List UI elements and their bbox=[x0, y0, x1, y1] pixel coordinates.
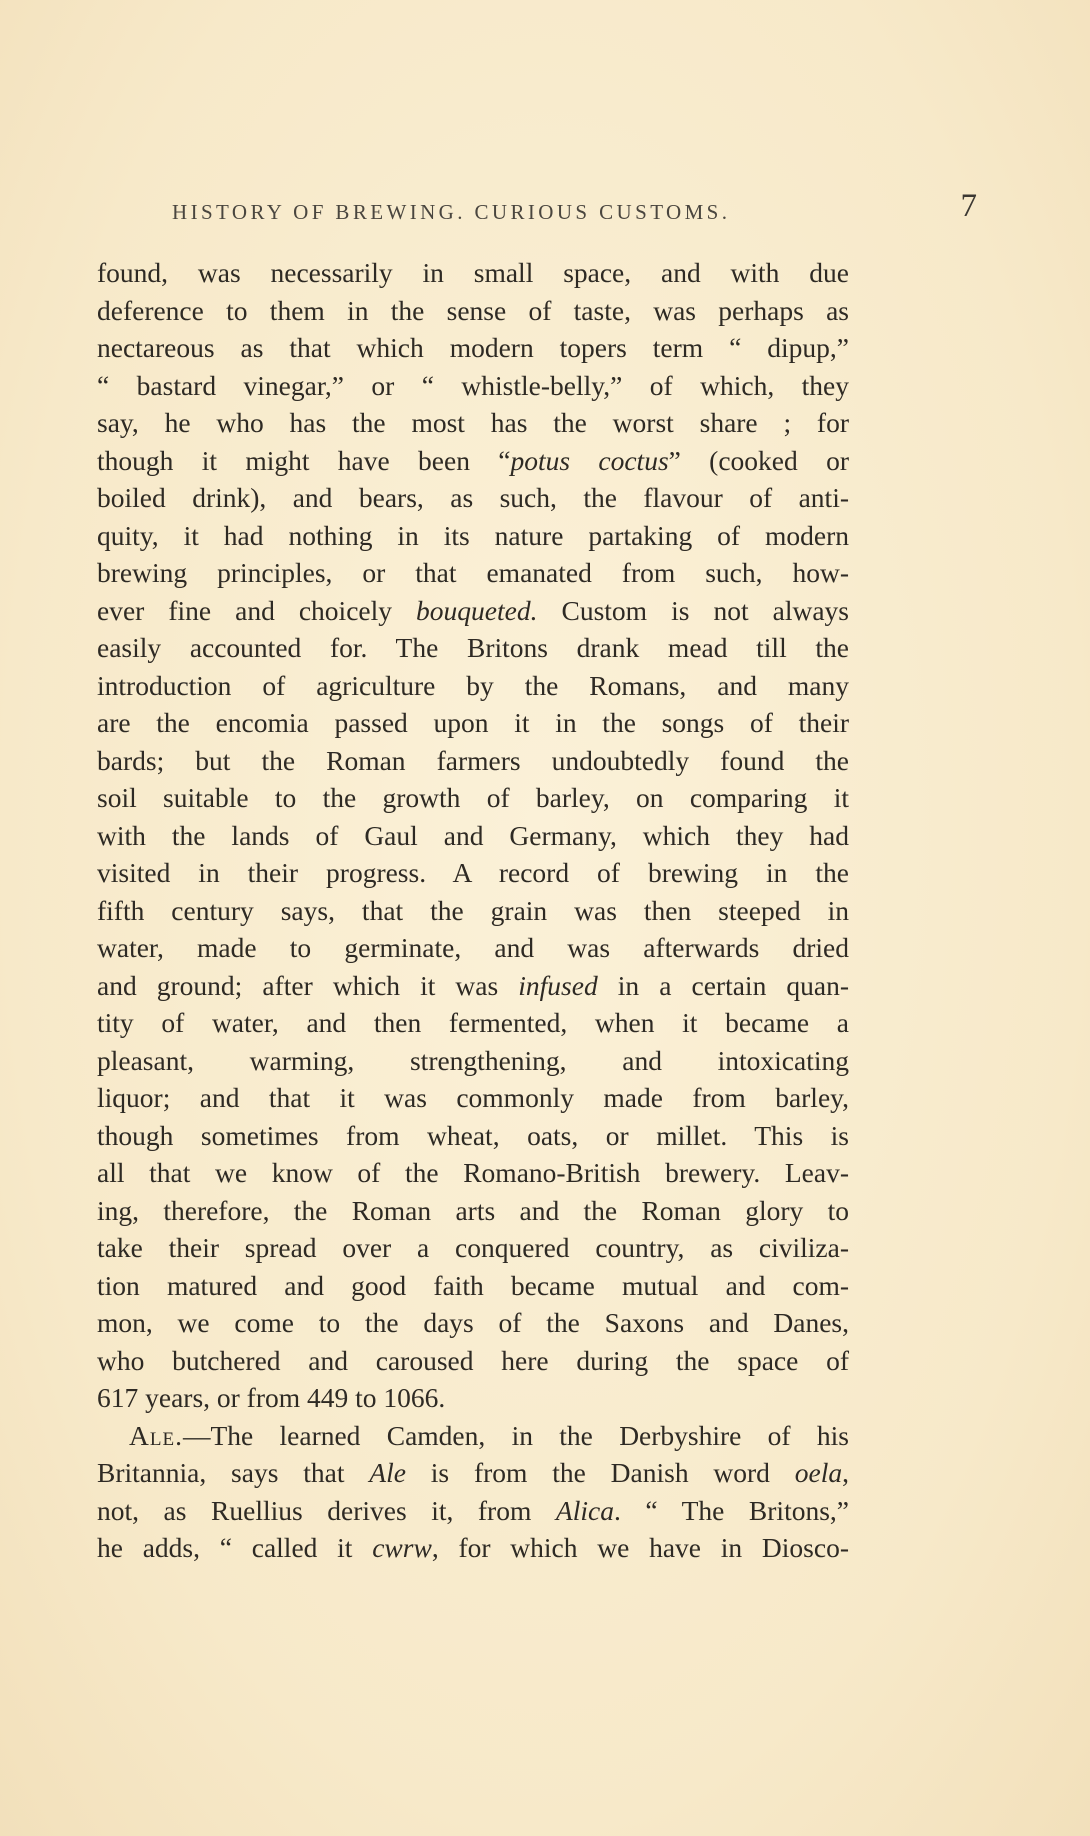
text-line: Ale.—The learned Camden, in the Derbyshire of his bbox=[129, 1419, 849, 1451]
text-line: pleasant, warming, strengthening, and intoxicating bbox=[97, 1044, 849, 1076]
text-line: he adds, “ called it cwrw, for which we have in Diosco- bbox=[97, 1532, 849, 1563]
text-line: and ground; after which it was infused in a certain quan- bbox=[97, 969, 849, 1001]
running-title: HISTORY OF BREWING. CURIOUS CUSTOMS. bbox=[172, 200, 731, 224]
text-line: not, as Ruellius derives it, from Alica. “ The Britons,” bbox=[97, 1494, 849, 1526]
text-line: found, was necessarily in small space, and with due bbox=[97, 257, 849, 288]
text-line: bards; but the Roman farmers undoubtedly found the bbox=[97, 744, 849, 776]
text-line: nectareous as that which modern topers term “ dipup,” bbox=[97, 332, 849, 363]
text-line: water, made to germinate, and was afterwards dried bbox=[97, 932, 849, 963]
running-head bbox=[150, 188, 977, 236]
text-line: who butchered and caroused here during the space of bbox=[97, 1344, 849, 1376]
text-line: take their spread over a conquered country, as civiliza- bbox=[97, 1232, 849, 1263]
section-heading: Ale. bbox=[129, 1419, 183, 1451]
text-line: mon, we come to the days of the Saxons and Danes, bbox=[97, 1307, 849, 1338]
italic-word: infused bbox=[518, 969, 598, 1001]
text-line: fifth century says, that the grain was then steeped in bbox=[97, 894, 849, 926]
page-number: 7 bbox=[960, 188, 977, 224]
text-line: with the lands of Gaul and Germany, which they had bbox=[97, 819, 849, 851]
text-line: though sometimes from wheat, oats, or millet. This is bbox=[97, 1119, 849, 1151]
text-line: liquor; and that it was commonly made from barley, bbox=[97, 1082, 849, 1113]
text-line: all that we know of the Romano-British brewery. Leav- bbox=[97, 1157, 849, 1188]
text-line: easily accounted for. The Britons drank mead till the bbox=[97, 632, 849, 663]
text-line: visited in their progress. A record of brewing in the bbox=[97, 857, 849, 888]
text-line: Britannia, says that Ale is from the Danish word oela, bbox=[97, 1457, 849, 1488]
text-line: 617 years, or from 449 to 1066. bbox=[97, 1382, 446, 1413]
italic-word: Ale bbox=[369, 1457, 406, 1488]
italic-word: bouqueted. bbox=[416, 594, 538, 626]
text-line: deference to them in the sense of taste, was perhaps as bbox=[97, 294, 849, 326]
text-line: say, he who has the most has the worst share ; for bbox=[97, 407, 849, 438]
italic-word: oela bbox=[794, 1457, 843, 1488]
text-line: quity, it had nothing in its nature partaking of modern bbox=[97, 519, 849, 551]
text-line: ing, therefore, the Roman arts and the Roman glory to bbox=[97, 1194, 849, 1226]
text-line: “ bastard vinegar,” or “ whistle-belly,” of which, they bbox=[97, 369, 849, 401]
text-line: tity of water, and then fermented, when it became a bbox=[97, 1007, 849, 1038]
text-line: boiled drink), and bears, as such, the flavour of anti- bbox=[97, 482, 849, 513]
text-line: soil suitable to the growth of barley, on comparing it bbox=[97, 782, 849, 813]
text-line: brewing principles, or that emanated from such, how- bbox=[97, 557, 849, 588]
text-line: are the encomia passed upon it in the songs of their bbox=[97, 707, 849, 738]
body-text bbox=[97, 254, 849, 1567]
text-line: introduction of agriculture by the Romans, and many bbox=[97, 669, 849, 701]
text-line: ever fine and choicely bouqueted. Custom is not always bbox=[97, 594, 849, 626]
latin-phrase: potus coctus bbox=[510, 444, 669, 476]
italic-word: Alica bbox=[555, 1494, 614, 1526]
text-line: tion matured and good faith became mutual and com- bbox=[97, 1269, 849, 1301]
text-line: though it might have been “potus coctus” (cooked or bbox=[97, 444, 849, 476]
italic-word: cwrw bbox=[372, 1532, 432, 1563]
